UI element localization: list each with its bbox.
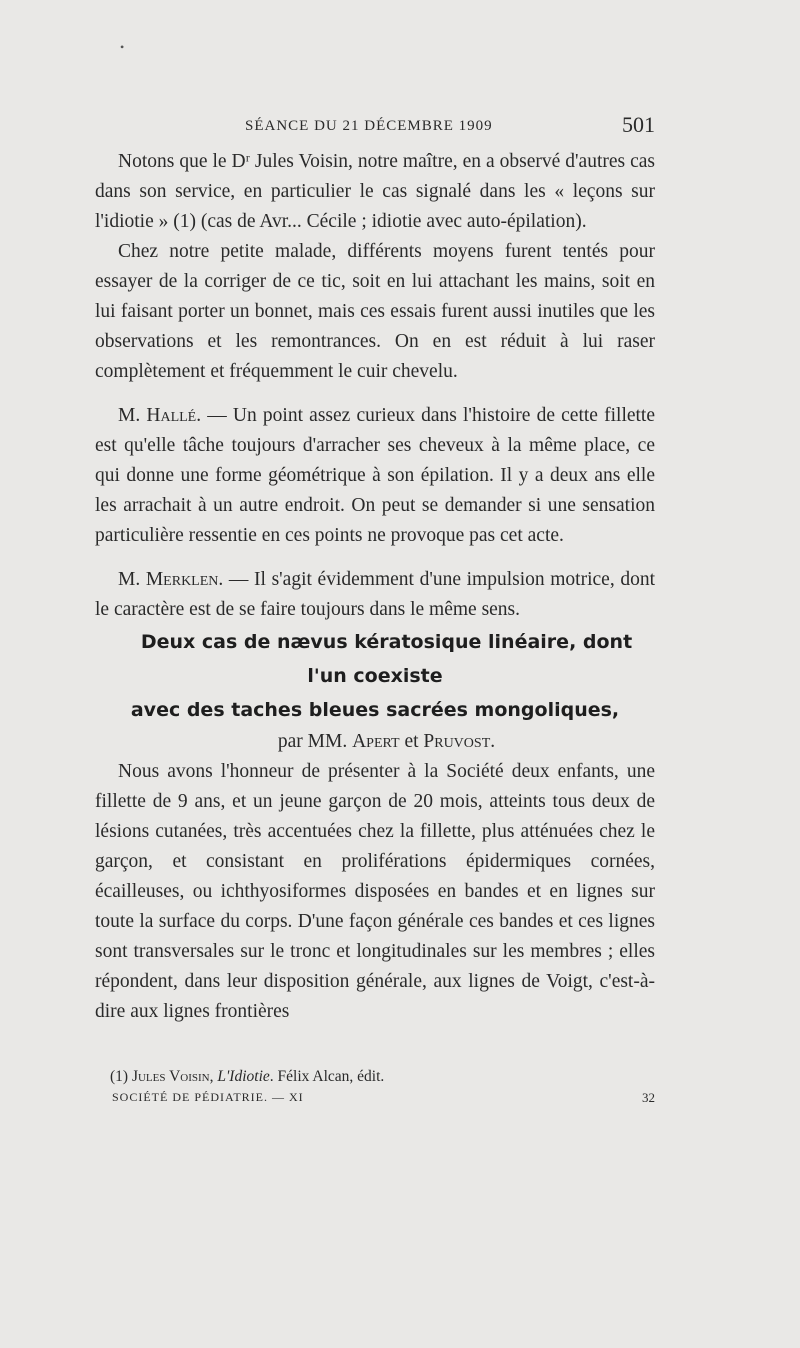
footnote-sep: ,	[209, 1068, 218, 1085]
remark-merklen-text: — Il s'agit évidemment d'une impulsion motrice, dont le caractère est de se faire toujours dans le même sens.	[95, 569, 655, 620]
footnote-work: L'Idiotie	[217, 1068, 270, 1085]
page-header	[95, 112, 655, 144]
footnote	[110, 1066, 655, 1088]
article-byline	[95, 727, 655, 757]
byline-prefix: par MM.	[277, 731, 353, 752]
article-body: Nous avons l'honneur de présenter à la Société deux enfants, une fillette de 9 ans, et un jeune garçon de 20 mois, atteints tous deux de lésions cutanées, très accentuées chez la fillette, plus atténuées chez le garçon, et consistant en proliférations épidermiques cornées, écailleuses, ou ichthyosiformes disposées en bandes et en lignes sur toute la surface du corps. D'une façon générale ces bandes et ces lignes sont transversales sur le tronc et longitudinales sur les membres ; elles répondent, dans leur disposition générale, aux lignes de Voigt, c'est-à-dire aux lignes frontières	[95, 761, 655, 1022]
page-number: 501	[622, 112, 655, 137]
footnote-author: Jules Voisin	[131, 1068, 210, 1085]
remark-merklen	[95, 565, 655, 625]
paragraph-treatment: Chez notre petite malade, différents moyens furent tentés pour essayer de la corriger de ce tic, soit en lui attachant les mains, soit en lui faisant porter un bonnet, mais ces essais furent aussi inutiles que les observations et les remontrances. On en est réduit à lui raser complètement et fréquemment le cuir chevelu.	[95, 241, 655, 382]
byline-and: et	[399, 731, 424, 752]
footnote-rest: . Félix Alcan, édit.	[269, 1068, 385, 1085]
byline-suffix: .	[490, 731, 496, 752]
remark-halle	[95, 401, 655, 551]
author-pruvost: Pruvost	[423, 731, 491, 752]
article-title-line1: Deux cas de nævus kératosique linéaire, dont l'un coexiste	[140, 631, 633, 687]
article-title-line2: avec des taches bleues sacrées mongoliques,	[130, 699, 620, 721]
footnote-marker: (1)	[110, 1068, 132, 1085]
author-apert: Apert	[352, 731, 400, 752]
signature-line	[112, 1090, 655, 1105]
signature-text: SOCIÉTÉ DE PÉDIATRIE. — XI	[112, 1090, 304, 1104]
article-title	[95, 625, 655, 727]
paragraph-voisin: Notons que le Dʳ Jules Voisin, notre maître, en a observé d'autres cas dans son service, en particulier le cas signalé dans les « leçons sur l'idiotie » (1) (cas de Avr... Cécile ; idiotie avec auto-épilation).	[95, 151, 655, 232]
stray-mark: •	[120, 40, 125, 54]
running-head: SÉANCE DU 21 DÉCEMBRE 1909	[245, 118, 493, 134]
remark-halle-text: — Un point assez curieux dans l'histoire de cette fillette est qu'elle tâche toujours d'arracher ses cheveux à la même place, ce qui donne une forme géométrique à son épilation. Il y a deux ans elle les arrachait à un autre endroit. On peut se demander si une sensation particulière ressentie en ces points ne provoque pas cet acte.	[95, 405, 656, 546]
signature-number: 32	[642, 1090, 655, 1105]
speaker-merklen: M. Merklen.	[118, 569, 224, 590]
page-body	[95, 147, 655, 1027]
speaker-halle: M. Hallé.	[118, 405, 202, 426]
